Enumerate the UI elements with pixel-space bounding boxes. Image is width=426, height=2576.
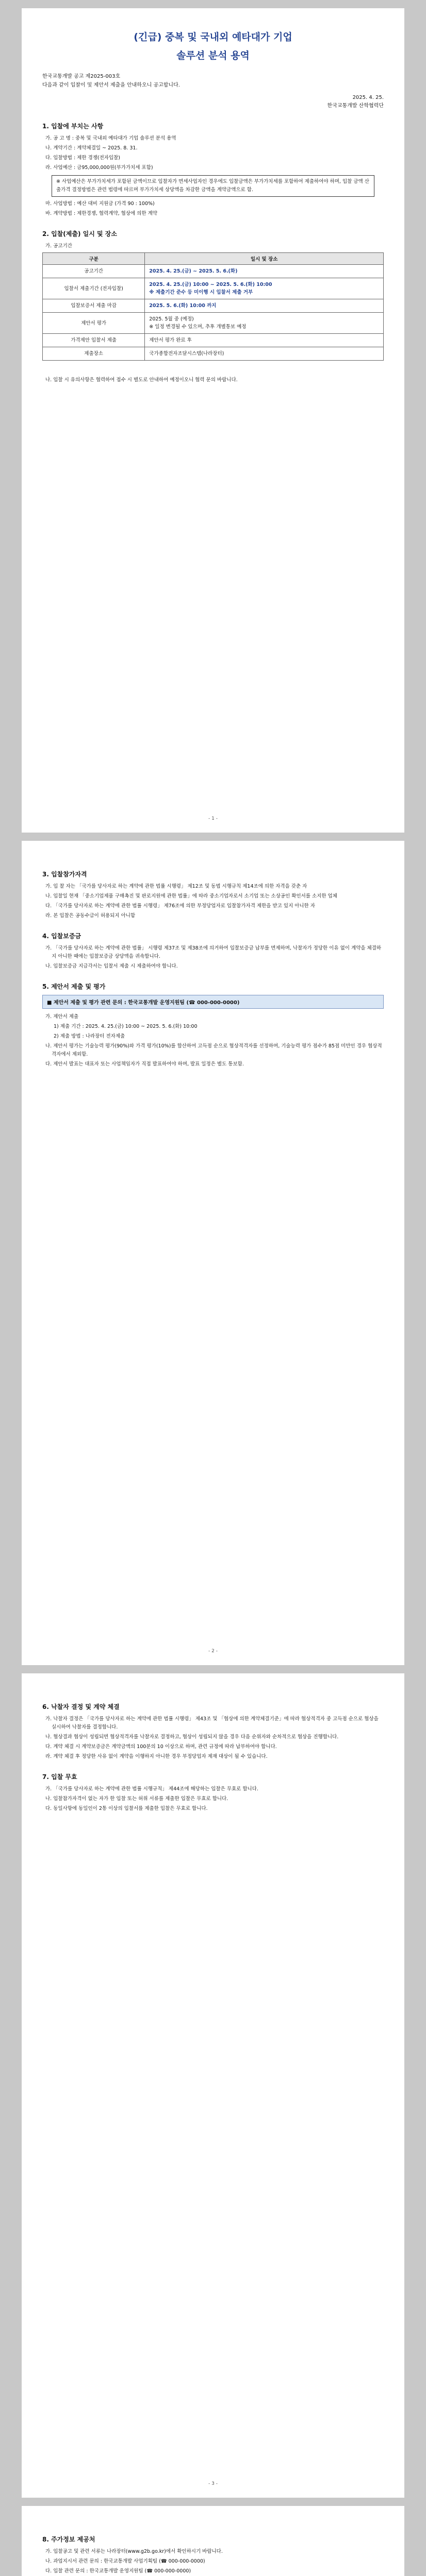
schedule-value: 제안서 평가 완료 후 xyxy=(145,334,384,347)
s4-item: 나. 입찰보증금 지급각서는 입찰서 제출 시 제출하여야 합니다. xyxy=(45,963,178,969)
s7-item: 가. 「국가를 당사자로 하는 계약에 관한 법률 시행규칙」 제44조에 해당하는 입찰은 무효로 합니다. xyxy=(45,1786,258,1792)
s3-item: 가. 입 찰 자는 「국가를 당사자로 하는 계약에 관한 법률 시행령」 제12조 및 동법 시행규칙 제14조에 의한 자격을 갖춘 자 xyxy=(45,884,307,889)
section-3-heading: 3. 입찰참가자격 xyxy=(42,871,87,878)
table-row xyxy=(43,347,384,361)
s5-sub-item: 1) 제출 기간 : 2025. 4. 25.(금) 10:00 ~ 2025. 5. 6.(화) 10:00 xyxy=(54,1024,198,1029)
schedule-col-header: 구분 xyxy=(43,253,145,265)
page-number: - 2 - xyxy=(208,1649,218,1654)
schedule-value: 2025. 5월 중 (예정) ※ 일정 변경될 수 있으며, 추후 개별통보 예정 xyxy=(145,313,384,334)
section-5-heading: 5. 제안서 제출 및 평가 xyxy=(42,983,106,990)
s8-item: 다. 입찰 관련 문의 : 한국교통개발 운영지원팀 (☎ 000-000-0000) xyxy=(45,2568,191,2574)
table-row xyxy=(43,313,384,334)
document-page-4 xyxy=(22,2506,404,2576)
schedule-table-header xyxy=(43,253,384,265)
schedule-value: 국가종합전자조달시스템(나라장터) xyxy=(145,347,384,361)
notice-org: 한국교통개발 산학협력단 xyxy=(327,103,384,109)
s1-item: 나. 계약기간 : 계약체결일 ~ 2025. 8. 31. xyxy=(45,145,138,151)
s2-item: 나. 입찰 시 유의사항은 협력하여 접수 시 별도로 안내하여 예정이오니 협력 문의 바랍니다. xyxy=(45,377,238,383)
schedule-key: 공고기간 xyxy=(43,265,145,278)
notice-intro: 다음과 같이 입찰이 및 제안서 제출을 안내하오니 공고합니다. xyxy=(42,82,180,88)
s8-item: 가. 입찰공고 및 관련 서류는 나라장터(www.g2b.go.kr)에서 확인하시기 바랍니다. xyxy=(45,2549,223,2554)
notice-block xyxy=(42,72,384,90)
s6-item: 다. 계약 체결 시 계약보증금은 계약금액의 100분의 10 이상으로 하며, 관련 규정에 따라 납부하여야 합니다. xyxy=(45,1744,277,1750)
s5-sub-item: 2) 제출 방법 : 나라장터 전자제출 xyxy=(54,1033,125,1039)
s5-contact-banner: ■ 제안서 제출 및 평가 관련 문의 : 한국교통개발 운영지원팀 (☎ 000-000-0000) xyxy=(42,995,384,1009)
schedule-value: 2025. 5. 6.(화) 10:00 까지 xyxy=(145,299,384,313)
schedule-key: 입찰보증서 제출 마감 xyxy=(43,299,145,313)
s1-extra: 바. 계약방법 : 제한경쟁, 협력계약, 협상에 의한 계약 xyxy=(45,211,157,216)
s2-sub-heading: 가. 공고기간 xyxy=(45,243,72,249)
table-row xyxy=(43,334,384,347)
s6-item: 라. 계약 체결 후 정당한 사유 없이 계약을 이행하지 아니한 경우 부정당업자 제재 대상이 될 수 있습니다. xyxy=(45,1754,268,1759)
schedule-value: 2025. 4. 25.(금) ~ 2025. 5. 6.(화) xyxy=(145,265,384,278)
schedule-table xyxy=(42,252,384,361)
document-page-2 xyxy=(22,841,404,1665)
s1-extra: 마. 사업방법 : 예산 대비 지원금 (가격 90 : 100%) xyxy=(45,201,155,207)
s6-item: 나. 협상결과 협상이 성립되면 협상적격자를 낙찰자로 결정하고, 협상이 성립되지 않을 경우 다음 순위자와 순차적으로 협상을 진행합니다. xyxy=(45,1734,339,1740)
notice-date-block xyxy=(42,94,384,110)
page-number: - 3 - xyxy=(208,2481,218,2486)
s1-item: 가. 공 고 명 : 중복 및 국내외 예타대가 기업 솔루션 분석 용역 xyxy=(45,135,176,141)
s3-item: 나. 입찰일 현재 「중소기업제품 구매촉진 및 판로지원에 관한 법률」에 따라 중소기업자로서 소기업 또는 소상공인 확인서를 소지한 업체 xyxy=(45,893,337,899)
s6-item: 가. 낙찰자 결정은 「국가를 당사자로 하는 계약에 관한 법률 시행령」 제43조 및 「협상에 의한 계약체결기준」에 따라 협상적격자 중 고득점 순으로 협상을 실시하여 낙찰자를 결정합니다. xyxy=(45,1716,379,1730)
table-row xyxy=(43,278,384,299)
doc-title-line2: 솔루션 분석 용역 xyxy=(176,50,250,61)
doc-title-line1: (긴급) 중복 및 국내외 예타대가 기업 xyxy=(134,31,292,43)
table-row xyxy=(43,299,384,313)
s3-item: 라. 본 입찰은 공동수급이 허용되지 아니함 xyxy=(45,913,136,919)
section-8-heading: 8. 주가정보 제공처 xyxy=(42,2536,95,2543)
s5-item: 다. 제안서 발표는 대표자 또는 사업책임자가 직접 발표하여야 하며, 발표 일정은 별도 통보함. xyxy=(45,1061,244,1067)
s7-item: 나. 입찰참가자격이 없는 자가 한 입찰 또는 허위 서류를 제출한 입찰은 무효로 합니다. xyxy=(45,1796,228,1802)
s7-item: 다. 동일사항에 동일인이 2통 이상의 입찰서를 제출한 입찰은 무효로 합니다. xyxy=(45,1806,208,1811)
s1-budget-note: ※ 사업예산은 부가가치세가 포함된 금액이므로 입찰자가 면세사업자인 경우에도 입찰금액은 부가가치세를 포함하여 제출하여야 하며, 입찰 금액 산출가격 결정방법은 관련 법령에 따르며 부가가치세 상당액을 차감한 금액을 계약금액으로 함. xyxy=(52,175,374,197)
document-page-1 xyxy=(22,8,404,833)
schedule-col-header: 일시 및 장소 xyxy=(145,253,384,265)
s4-item: 가. 「국가를 당사자로 하는 계약에 관한 법률」 시행령 제37조 및 제38조에 의거하여 입찰보증금 납부를 면제하며, 낙찰자가 정당한 이유 없이 계약을 체결하지 아니한 때에는 입찰보증금 상당액을 귀속합니다. xyxy=(45,945,382,959)
section-7-heading: 7. 입찰 무효 xyxy=(42,1773,77,1781)
s5-item: 나. 제안서 평가는 기술능력 평가(90%)와 가격 평가(10%)를 합산하여 고득점 순으로 협상적격자를 선정하며, 기술능력 평가 점수가 85점 미만인 경우 협상적격자에서 제외함. xyxy=(45,1043,382,1057)
notice-number: 한국교통개발 공고 제2025-003호 xyxy=(42,74,121,79)
section-6-heading: 6. 낙찰자 결정 및 계약 체결 xyxy=(42,1703,120,1710)
notice-date: 2025. 4. 25. xyxy=(352,95,384,100)
schedule-key: 가격제안 입찰서 제출 xyxy=(43,334,145,347)
document-page-3 xyxy=(22,1673,404,2498)
s8-item: 나. 과업지시서 관련 문의 : 한국교통개발 사업기획팀 (☎ 000-000-0000) xyxy=(45,2558,205,2564)
s1-item: 다. 입찰방법 : 제한 경쟁(전자입찰) xyxy=(45,155,121,161)
s5-item: 가. 제안서 제출 xyxy=(45,1014,79,1020)
section-2-heading: 2. 입찰(제출) 일시 및 장소 xyxy=(42,230,117,238)
schedule-key: 제안서 평가 xyxy=(43,313,145,334)
section-1-heading: 1. 입찰에 부치는 사항 xyxy=(42,123,104,130)
s1-item: 라. 사업예산 : 금95,000,000원(부가가치세 포함) xyxy=(45,165,153,171)
schedule-key: 제출장소 xyxy=(43,347,145,361)
schedule-key: 입찰서 제출기간 (전자입찰) xyxy=(43,278,145,299)
schedule-value: 2025. 4. 25.(금) 10:00 ~ 2025. 5. 6.(화) 10:00 ※ 제출기간 준수 등 미이행 시 입찰서 제출 거부 xyxy=(145,278,384,299)
s3-item: 다. 「국가를 당사자로 하는 계약에 관한 법률 시행령」 제76조에 의한 부정당업자로 입찰참가자격 제한을 받고 있지 아니한 자 xyxy=(45,903,315,909)
section-4-heading: 4. 입찰보증금 xyxy=(42,933,81,940)
page-number: - 1 - xyxy=(208,816,218,821)
table-row xyxy=(43,265,384,278)
